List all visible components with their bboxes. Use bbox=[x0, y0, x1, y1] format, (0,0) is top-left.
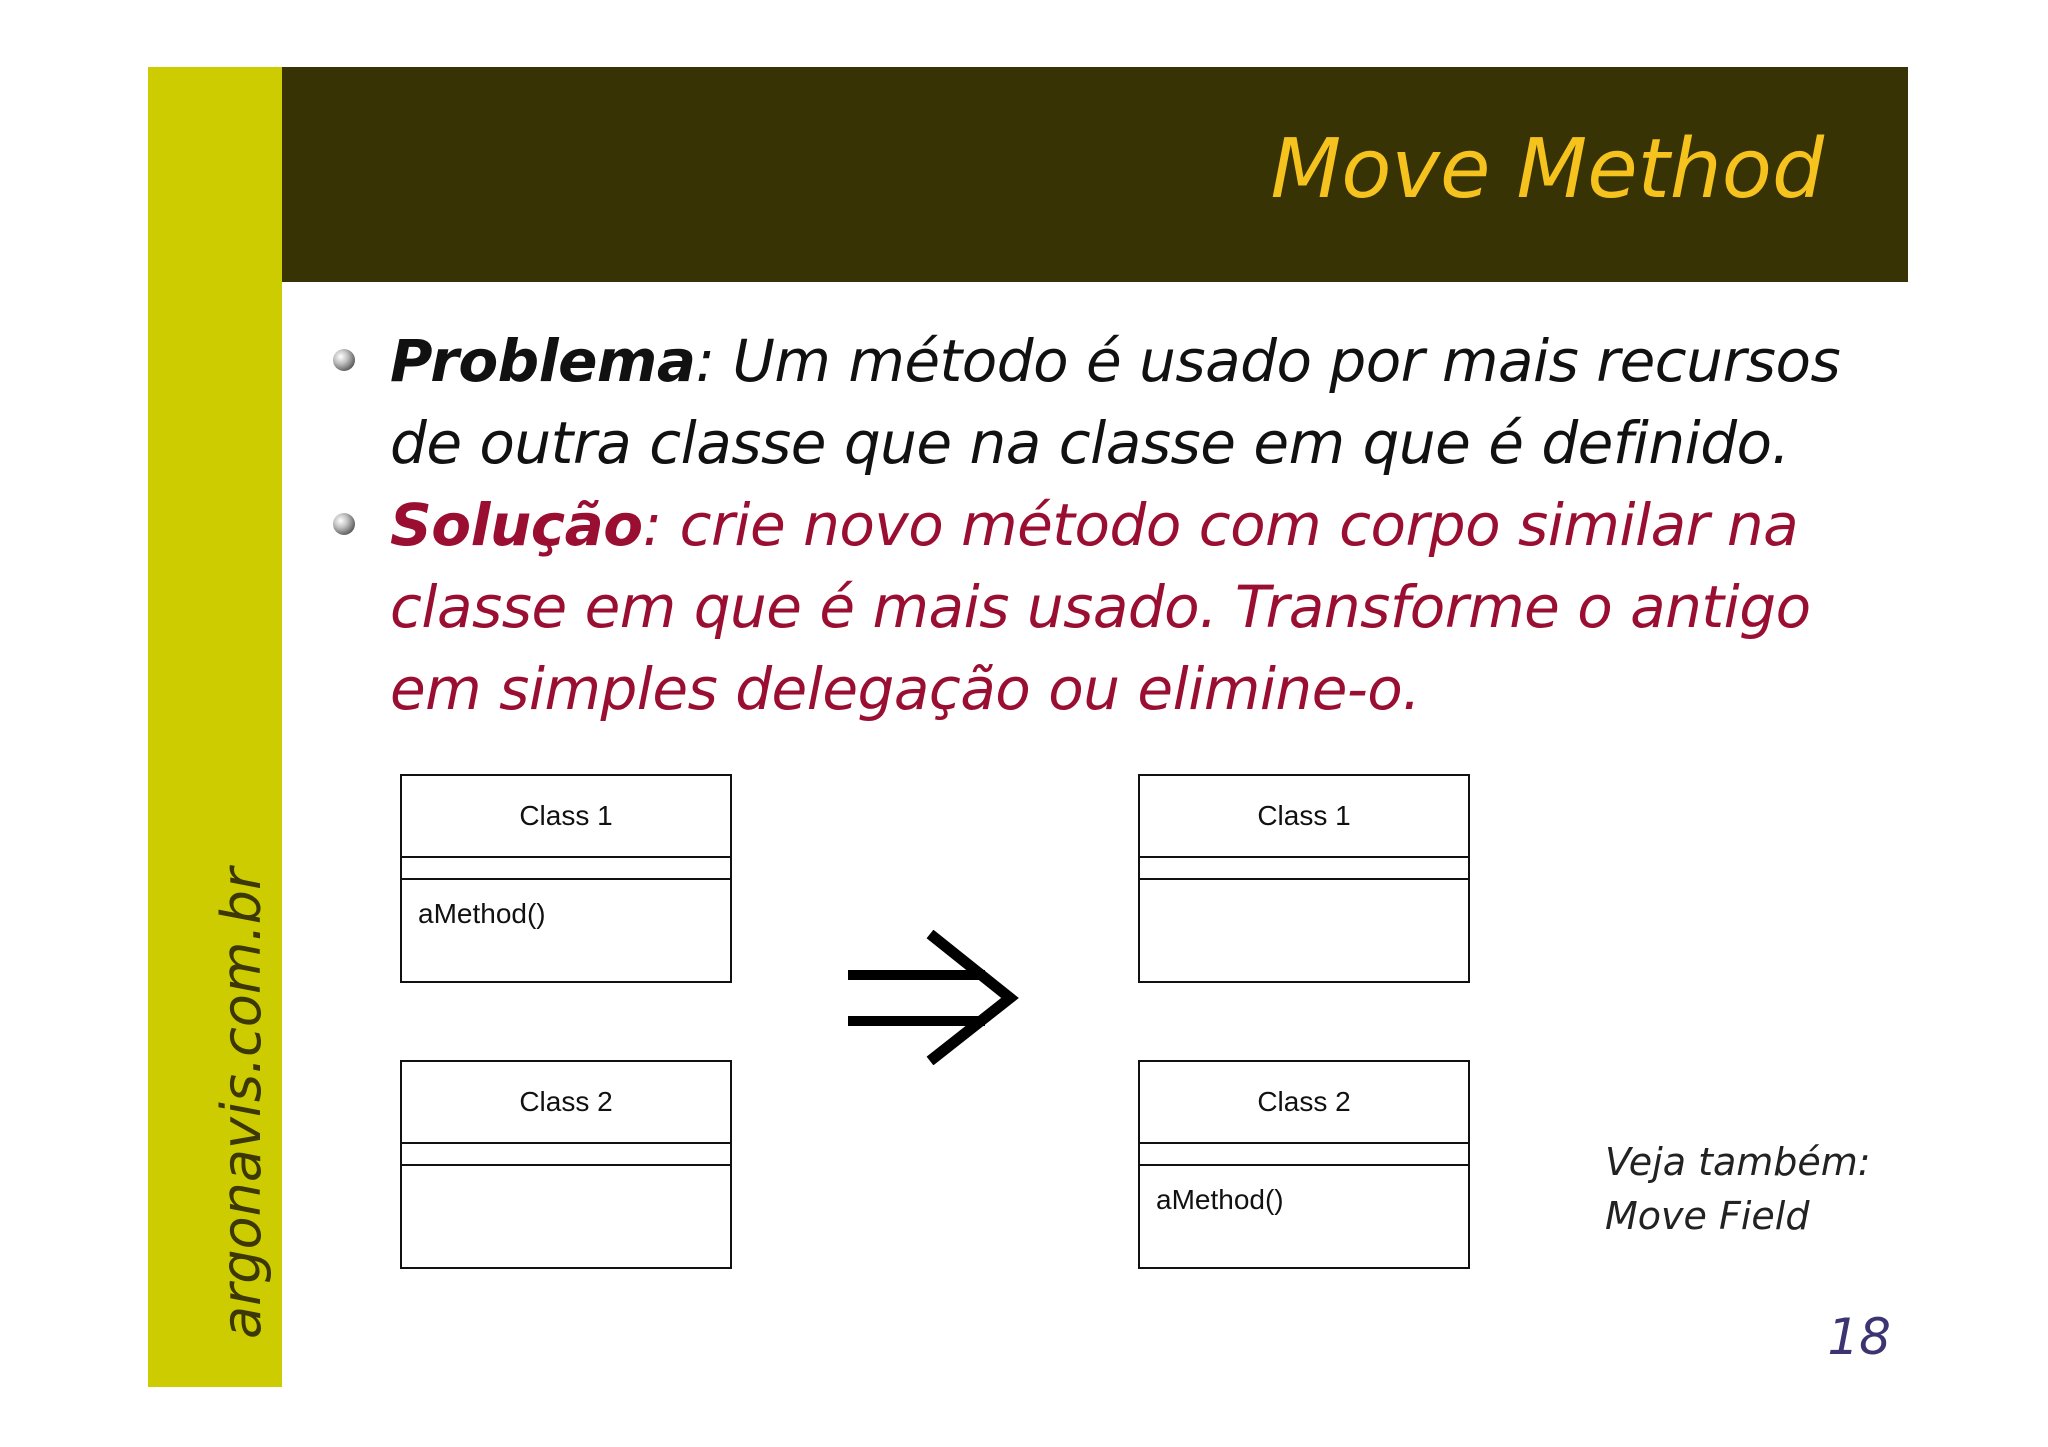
uml-after-class1 bbox=[1138, 774, 1470, 983]
class-attributes bbox=[1140, 858, 1468, 880]
title-bar bbox=[282, 67, 1908, 282]
class-attributes bbox=[1140, 1144, 1468, 1166]
site-label: argonavis.com.br bbox=[210, 867, 273, 1339]
see-also-note bbox=[1605, 1135, 1871, 1243]
class-attributes bbox=[402, 858, 730, 880]
solution-label: Solução bbox=[390, 491, 643, 559]
class-name: Class 1 bbox=[402, 776, 730, 858]
class-method: aMethod() bbox=[418, 898, 546, 929]
class-name: Class 2 bbox=[402, 1062, 730, 1144]
solution-text: : crie novo método com corpo similar na classe em que é mais usado. Transforme o antigo em simples delegação ou elimine-o. bbox=[390, 491, 1811, 723]
uml-before-class1 bbox=[400, 774, 732, 983]
bullet-problem bbox=[390, 320, 1900, 484]
uml-before-class2 bbox=[400, 1060, 732, 1269]
problem-label: Problema bbox=[390, 327, 696, 395]
note-line1: Veja também: bbox=[1605, 1140, 1871, 1184]
bullet-icon bbox=[333, 349, 355, 371]
page-number: 18 bbox=[1827, 1308, 1891, 1366]
class-method: aMethod() bbox=[1156, 1184, 1284, 1215]
double-arrow-icon bbox=[845, 930, 1020, 1065]
class-name: Class 1 bbox=[1140, 776, 1468, 858]
bullet-solution bbox=[390, 484, 1900, 730]
class-attributes bbox=[402, 1144, 730, 1166]
slide-title: Move Method bbox=[1270, 122, 1824, 217]
problem-text: : Um método é usado por mais recursos de outra classe que na classe em que é definido. bbox=[390, 327, 1841, 477]
uml-after-class2 bbox=[1138, 1060, 1470, 1269]
note-line2: Move Field bbox=[1605, 1194, 1810, 1238]
class-name: Class 2 bbox=[1140, 1062, 1468, 1144]
bullet-icon bbox=[333, 513, 355, 535]
